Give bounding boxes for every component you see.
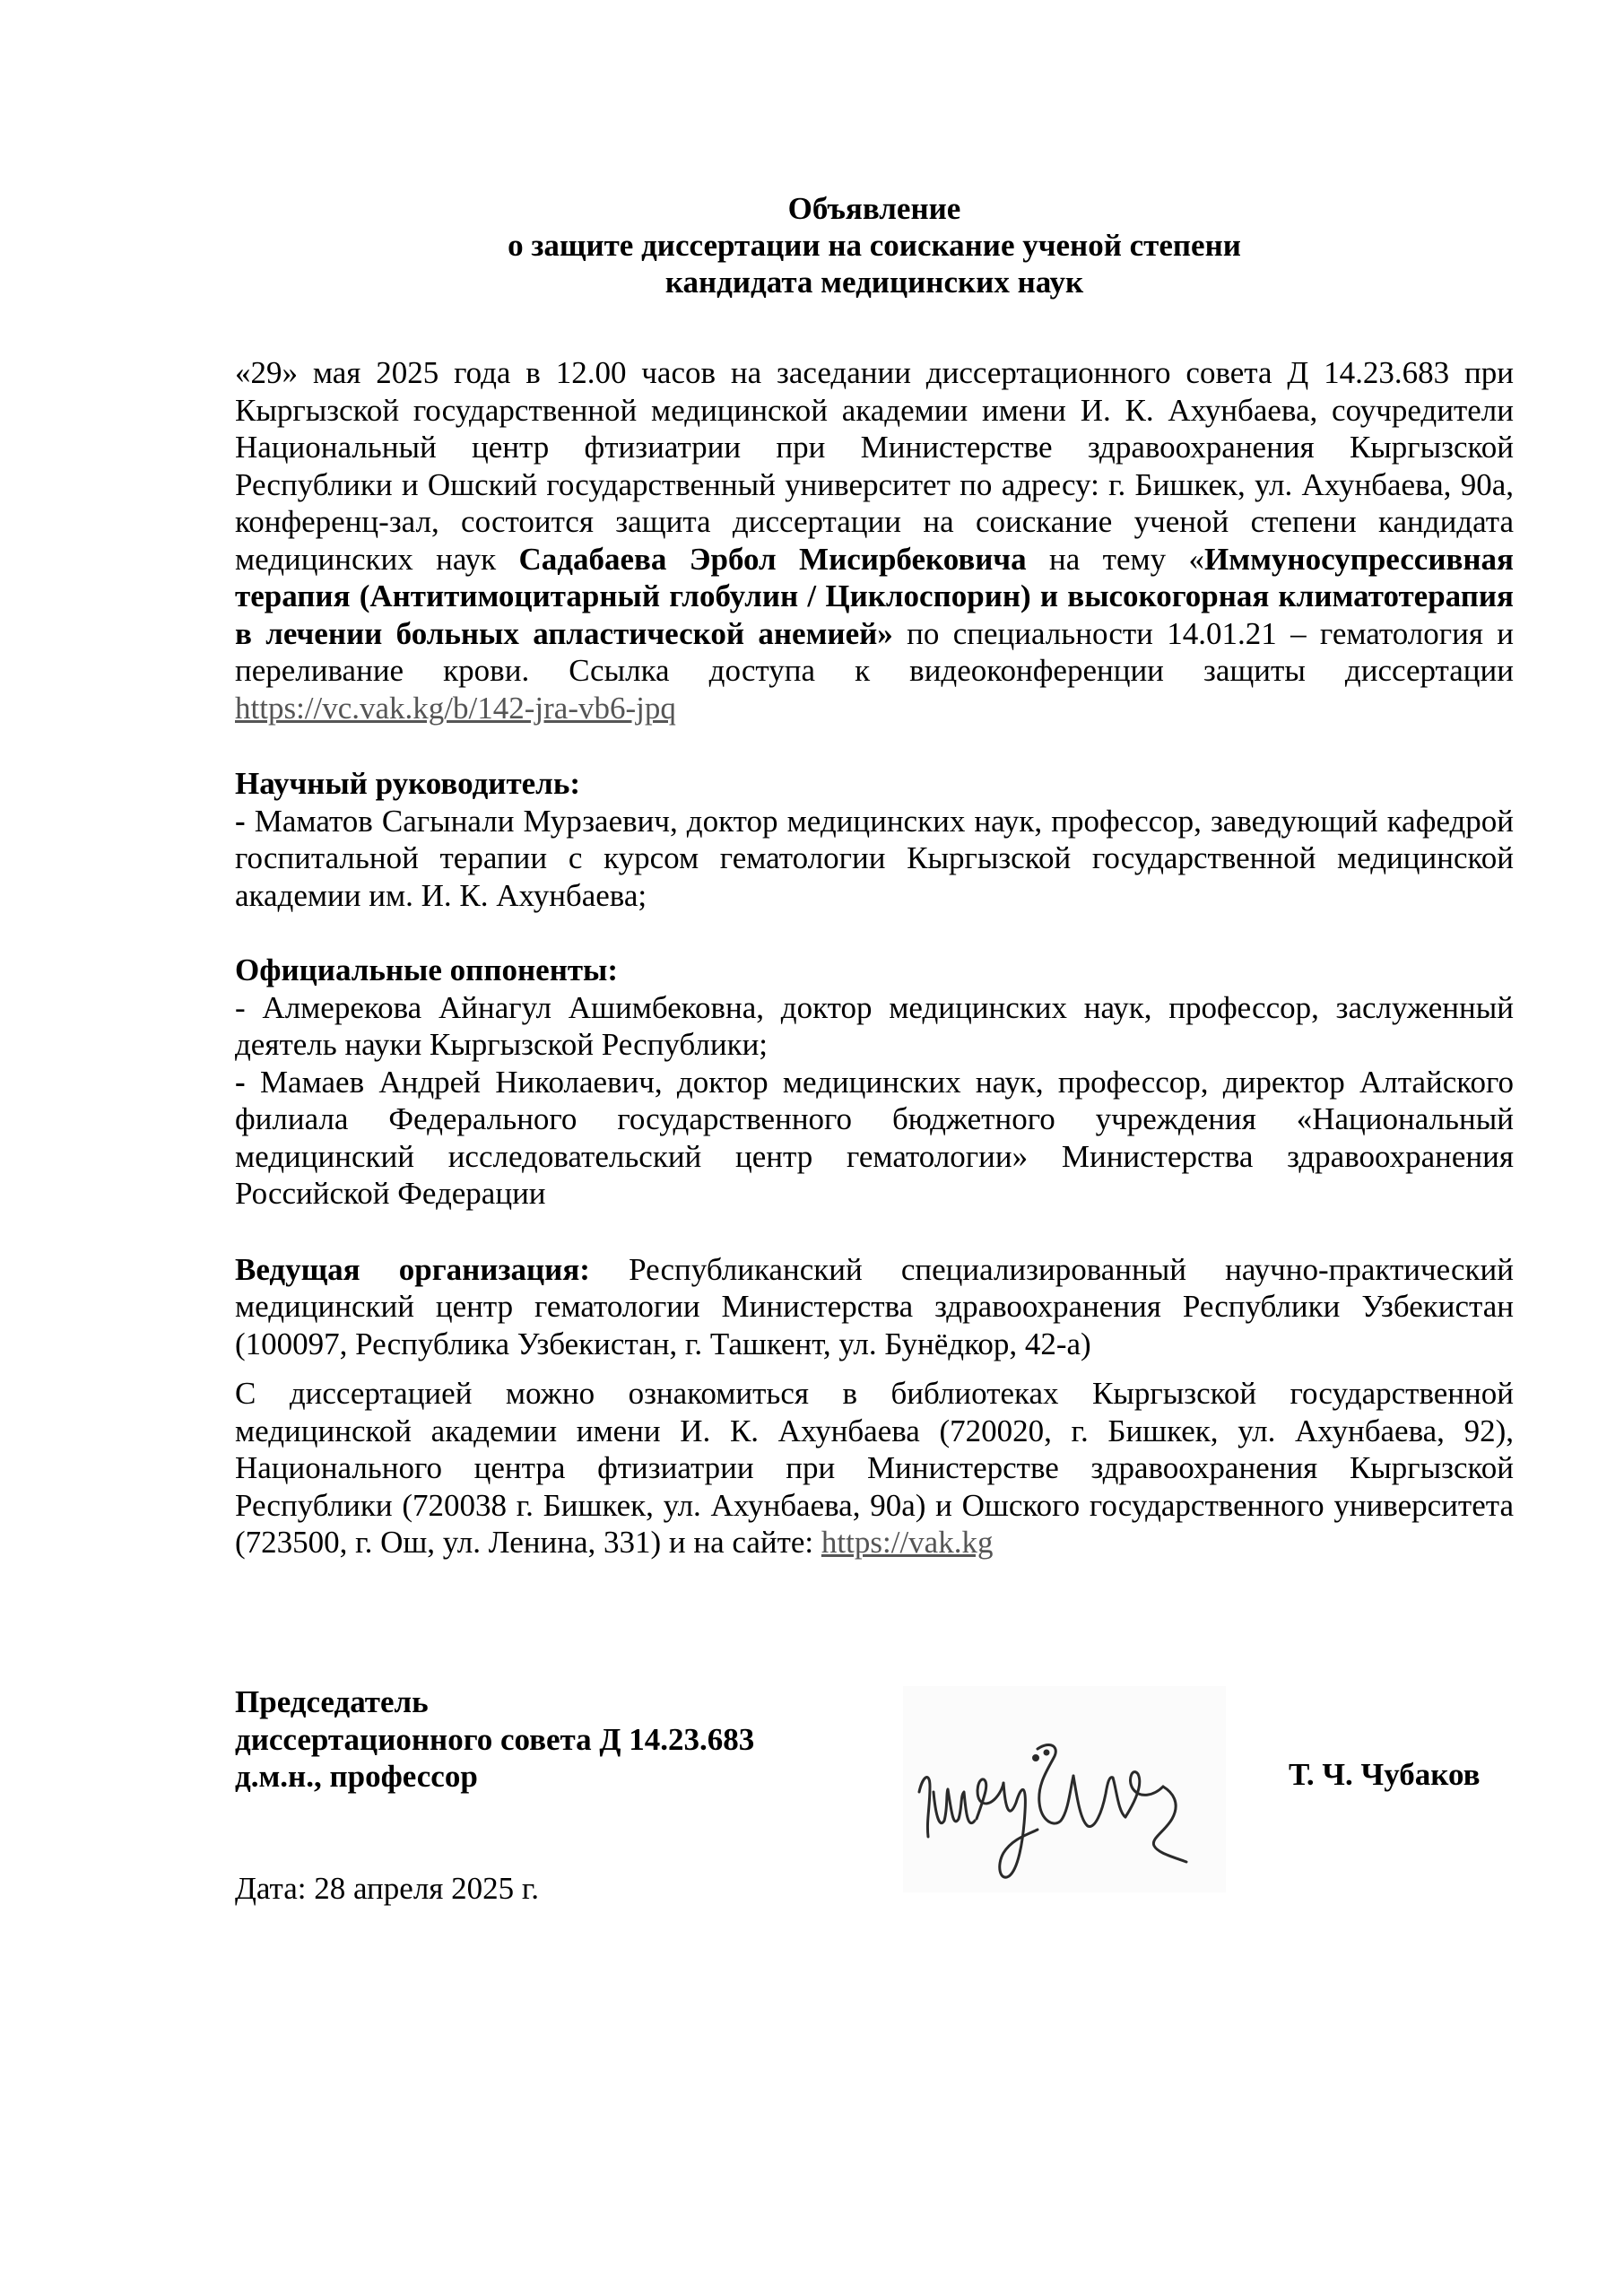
chairman-title — [235, 1683, 754, 1796]
title-line-1: Объявление — [787, 191, 961, 226]
dissertation-topic: Иммуносупрессивная терапия (Антитимоцитарный глобулин / Циклоспорин) и высокогорная климатотерапия в лечении больных апластической анемией» — [235, 541, 1514, 651]
chairman-name: Т. Ч. Чубаков — [1289, 1757, 1481, 1792]
supervisor-entry — [235, 803, 1514, 915]
intro-specialty-text: по специальности 14.01.21 – гематология и переливание крови. Ссылка доступа к видеоконференции защиты диссертации — [235, 615, 1514, 688]
title-line-2: о защите диссертации на соискание ученой степени — [508, 228, 1241, 263]
bullet-dash: - — [235, 803, 255, 839]
bullet-dash: - — [235, 1064, 260, 1100]
supervisor-text: Маматов Сагынали Мурзаевич, доктор медицинских наук, профессор, заведующий кафедрой госпитальной терапии с курсом гематологии Кыргызской государственной медицинской академии им. И. К. Ахунбаева; — [235, 803, 1514, 913]
opponent-text-2: Мамаев Андрей Николаевич, доктор медицинских наук, профессор, директор Алтайского филиала Федерального государственного бюджетного учреждения «Национальный медицинский исследовательский центр гематологии» Министерства здравоохранения Российской Федерации — [235, 1064, 1514, 1211]
vak-website-link[interactable]: https://vak.kg — [821, 1525, 994, 1560]
title-line-3: кандидата медицинских наук — [664, 265, 1084, 300]
opponents-heading: Официальные оппоненты: — [235, 952, 619, 987]
intro-topic-prefix: на тему « — [1026, 541, 1205, 577]
handwritten-signature — [903, 1686, 1226, 1892]
opponent-entry-2 — [235, 1064, 1514, 1213]
document-date: Дата: 28 апреля 2025 г. — [235, 1871, 540, 1906]
supervisor-section — [235, 765, 1514, 914]
intro-text: «29» мая 2025 года в 12.00 часов на заседании диссертационного совета Д 14.23.683 при Кыргызской государственной медицинской академии имени И. К. Ахунбаева, соучредители Национальный центр фтизиатрии при Министерстве здравоохранения Кыргызской Республики и Ошский государственный университет по адресу: г. Бишкек, ул. Ахунбаева, 90а, конференц-зал, состоится защита диссертации на соискание ученой степени кандидата медицинских наук — [235, 355, 1514, 577]
candidate-name: Садабаева Эрбол Мисирбековича — [518, 541, 1027, 577]
document-body — [235, 190, 1514, 1561]
document-title — [235, 190, 1514, 300]
library-paragraph — [235, 1375, 1514, 1561]
videoconference-link[interactable]: https://vc.vak.kg/b/142-jra-vb6-jpq — [235, 690, 676, 726]
opponent-entry-1 — [235, 989, 1514, 1064]
chairman-line-2: диссертационного совета Д 14.23.683 — [235, 1721, 755, 1757]
bullet-dash: - — [235, 989, 263, 1025]
opponents-section — [235, 952, 1514, 1213]
lead-org-text: Республиканский специализированный научно-практический медицинский центр гематологии Министерства здравоохранения Республики Узбекистан (100097, Республика Узбекистан, г. Ташкент, ул. Бунёдкор, 42-а) — [235, 1251, 1514, 1361]
announcement-paragraph — [235, 354, 1514, 726]
chairman-line-3: д.м.н., профессор — [235, 1759, 478, 1794]
lead-org-label: Ведущая организация: — [235, 1251, 590, 1287]
signature-block — [235, 1683, 1514, 1899]
opponent-text-1: Алмерекова Айнагул Ашимбековна, доктор медицинских наук, профессор, заслуженный деятель науки Кыргызской Республики; — [235, 989, 1514, 1062]
library-text: С диссертацией можно ознакомиться в библиотеках Кыргызской государственной медицинской академии имени И. К. Ахунбаева (720020, г. Бишкек, ул. Ахунбаева, 92), Национального центра фтизиатрии при Министерстве здравоохранения Кыргызской Республики (720038 г. Бишкек, ул. Ахунбаева, 90а) и Ошского государственного университета (723500, г. Ош, ул. Ленина, 331) и на сайте: — [235, 1376, 1514, 1560]
lead-organization — [235, 1251, 1514, 1363]
supervisor-heading: Научный руководитель: — [235, 766, 580, 801]
chairman-line-1: Председатель — [235, 1684, 429, 1719]
